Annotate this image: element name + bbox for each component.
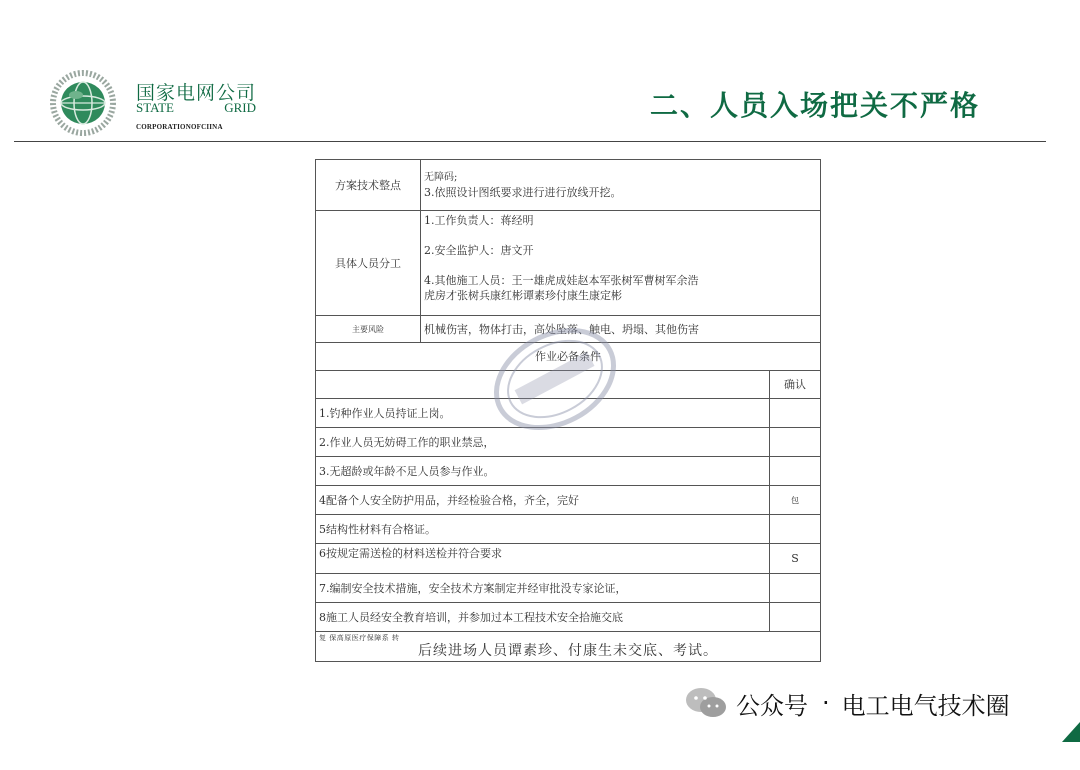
staff-value [421, 211, 821, 316]
confirm-header: 确认 [770, 371, 821, 399]
table-row [316, 515, 821, 544]
requirement-text: 5结构性材料有合格证。 [316, 515, 770, 544]
plan-line: 无障码; [424, 172, 458, 183]
staff-line: 2.安全监护人：唐文开 [424, 244, 534, 257]
plan-value [421, 160, 821, 211]
risk-value: 机械伤害，物体打击，高处坠落、触电、坍塌、其他伤害 [421, 316, 821, 343]
footer-small-text: 复 保高原医疗保障系 转 [319, 634, 400, 642]
staff-line: 1.工作负责人：蒋经明 [424, 214, 534, 227]
risk-label: 主要风险 [316, 316, 421, 343]
staff-line: 虎房才张树兵康红彬谭素珍付康生康定彬 [424, 289, 622, 302]
plan-row [316, 160, 821, 211]
corner-triangle [1062, 722, 1080, 742]
staff-line: 4.其他施工人员：王一雄虎成娃赵本军张树军曹树军余浩 [424, 274, 699, 287]
watermark-name: 电工电气技术圈 [841, 691, 1010, 720]
table-row [316, 574, 821, 603]
footer-row [316, 632, 821, 662]
requirement-text: 6按规定需送检的材料送检并符合要求 [316, 544, 770, 574]
confirm-cell: 包 [770, 486, 821, 515]
slide-title: 二、人员入场把关不严格 [650, 89, 981, 122]
staff-label: 具体人员分工 [316, 211, 421, 316]
confirm-cell [770, 428, 821, 457]
plan-line: 3.依照设计图纸要求进行进行放线开挖。 [424, 186, 622, 199]
requirement-text: 4配备个人安全防护用品，并经检验合格，齐全，完好 [316, 486, 770, 515]
confirm-cell [770, 399, 821, 428]
brand-en-state: STATE [136, 100, 174, 115]
brand-name-en [136, 100, 256, 116]
table-row [316, 399, 821, 428]
wechat-icon [684, 685, 728, 721]
footer-main-text: 后续进场人员谭素珍、付康生未交底、考试。 [418, 643, 718, 659]
table-row [316, 603, 821, 632]
requirement-text: 8施工人员经安全教育培训，并参加过本工程技术安全拾施交底 [316, 603, 770, 632]
confirm-header-row [316, 371, 821, 399]
confirm-cell [770, 574, 821, 603]
requirement-text: 7.编制安全技术措施，安全技术方案制定并经审批没专家论证， [316, 574, 770, 603]
confirm-cell: S [770, 544, 821, 574]
safety-checklist-table [315, 159, 821, 662]
requirement-header [316, 371, 770, 399]
requirement-text: 1.钓种作业人员持证上岗。 [316, 399, 770, 428]
plan-label: 方案技术整点 [316, 160, 421, 211]
state-grid-logo [44, 70, 122, 136]
footer-cell [316, 632, 821, 662]
requirement-text: 2.作业人员无妨碍工作的职业禁忌， [316, 428, 770, 457]
confirm-cell [770, 603, 821, 632]
brand-en-grid: GRID [224, 100, 256, 115]
brand-name-cn: 国家电网公司 [136, 82, 257, 104]
watermark-separator: · [822, 689, 830, 717]
wechat-watermark [684, 685, 1010, 721]
risk-row [316, 316, 821, 343]
confirm-cell [770, 457, 821, 486]
staff-row [316, 211, 821, 316]
confirm-cell [770, 515, 821, 544]
table-row [316, 457, 821, 486]
table-row [316, 544, 821, 574]
watermark-account: 公众号 [736, 691, 808, 720]
table-row [316, 486, 821, 515]
section-title: 作业必备条件 [316, 343, 821, 371]
section-row [316, 343, 821, 371]
header-divider [14, 141, 1046, 142]
requirement-text: 3.无超龄或年龄不足人员参与作业。 [316, 457, 770, 486]
brand-subtitle: CORPORATIONOFCIINA [136, 123, 223, 131]
table-row [316, 428, 821, 457]
slide-header [0, 0, 1080, 142]
